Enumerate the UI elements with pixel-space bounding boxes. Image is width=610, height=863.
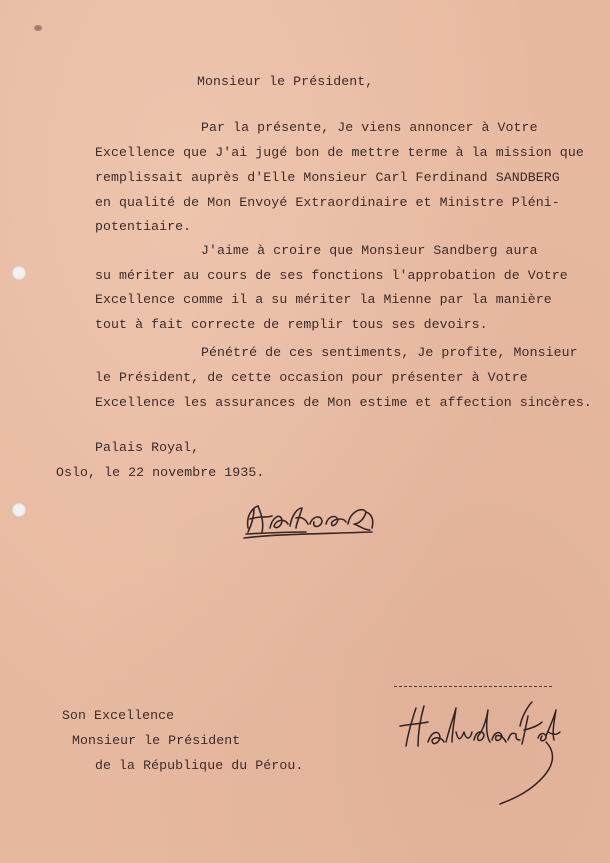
body-line: Excellence comme il a su mériter la Mienne par la manière (95, 292, 552, 307)
body-line: remplissait auprès d'Elle Monsieur Carl Ferdinand SANDBERG (95, 170, 560, 185)
body-line: tout à fait correcte de remplir tous ses devoirs. (95, 317, 488, 332)
ink-mark (34, 25, 42, 31)
body-line: Pénétré de ces sentiments, Je profite, Monsieur (201, 345, 578, 360)
place-line: Palais Royal, (95, 440, 200, 455)
punch-hole-top (12, 266, 26, 280)
body-line: potentiaire. (95, 219, 192, 234)
royal-signature (236, 494, 380, 546)
date-line: Oslo, le 22 novembre 1935. (56, 465, 265, 480)
countersignature (396, 696, 562, 816)
addressee-line: Monsieur le Président (72, 733, 241, 748)
body-line: en qualité de Mon Envoyé Extraordinaire et Ministre Pléni- (95, 195, 560, 210)
addressee-line: Son Excellence (62, 708, 175, 723)
body-line: su mériter au cours de ses fonctions l'approbation de Votre (95, 268, 568, 283)
body-line: Excellence que J'ai jugé bon de mettre terme à la mission que (95, 145, 584, 160)
signature-line (394, 686, 552, 687)
body-line: le Président, de cette occasion pour présenter à Votre (95, 370, 528, 385)
body-line: J'aime à croire que Monsieur Sandberg aura (201, 243, 538, 258)
body-line: Excellence les assurances de Mon estime et affection sincères. (95, 395, 592, 410)
body-line: Par la présente, Je viens annoncer à Votre (201, 120, 538, 135)
punch-hole-bottom (12, 503, 26, 517)
addressee-line: de la République du Pérou. (95, 758, 304, 773)
salutation: Monsieur le Président, (197, 74, 374, 89)
